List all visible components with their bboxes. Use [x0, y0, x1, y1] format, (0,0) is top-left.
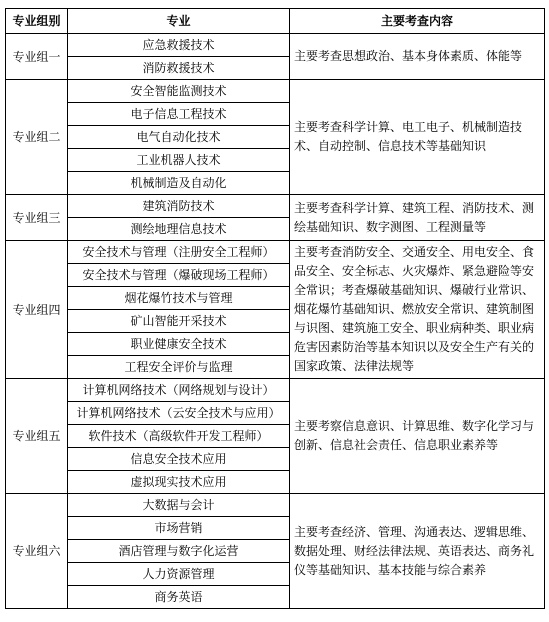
- group-name: 专业组六: [6, 494, 68, 609]
- group-name: 专业组三: [6, 195, 68, 241]
- major-cell: 虚拟现实技术应用: [68, 471, 290, 494]
- major-cell: 安全智能监测技术: [68, 80, 290, 103]
- major-cell: 建筑消防技术: [68, 195, 290, 218]
- header-group: 专业组别: [6, 9, 68, 34]
- major-cell: 信息安全技术应用: [68, 448, 290, 471]
- major-cell: 人力资源管理: [68, 563, 290, 586]
- major-cell: 计算机网络技术（云安全技术与应用）: [68, 402, 290, 425]
- table-row: [6, 494, 545, 517]
- major-cell: 市场营销: [68, 517, 290, 540]
- major-cell: 电气自动化技术: [68, 126, 290, 149]
- exam-content: 主要考查科学计算、建筑工程、消防技术、测绘基础知识、数字测图、工程测量等: [290, 195, 545, 241]
- exam-content: 主要考查科学计算、电工电子、机械制造技术、自动控制、信息技术等基础知识: [290, 80, 545, 195]
- table-row: [6, 80, 545, 103]
- table-row: [6, 241, 545, 264]
- major-cell: 烟花爆竹技术与管理: [68, 287, 290, 310]
- exam-content: 主要考查消防安全、交通安全、用电安全、食品安全、安全标志、火灾爆炸、紧急避险等安全常识；考查爆破基础知识、爆破行业常识、烟花爆竹基础知识、燃放安全常识、建筑制图与识图、建筑施工安全、职业病种类、职业病危害因素防治等基本知识以及安全生产有关的国家政策、法律法规等: [290, 241, 545, 379]
- major-cell: 计算机网络技术（网络规划与设计）: [68, 379, 290, 402]
- group-name: 专业组四: [6, 241, 68, 379]
- group-name: 专业组一: [6, 34, 68, 80]
- group-name: 专业组二: [6, 80, 68, 195]
- major-cell: 工程安全评价与监理: [68, 356, 290, 379]
- major-cell: 测绘地理信息技术: [68, 218, 290, 241]
- major-group-table: [5, 8, 545, 609]
- major-cell: 商务英语: [68, 586, 290, 609]
- exam-content: 主要考查思想政治、基本身体素质、体能等: [290, 34, 545, 80]
- major-cell: 应急救援技术: [68, 34, 290, 57]
- header-content: 主要考查内容: [290, 9, 545, 34]
- exam-content: 主要考查经济、管理、沟通表达、逻辑思维、数据处理、财经法律法规、英语表达、商务礼仪等基础知识、基本技能与综合素养: [290, 494, 545, 609]
- major-cell: 消防救援技术: [68, 57, 290, 80]
- major-cell: 酒店管理与数字化运营: [68, 540, 290, 563]
- major-cell: 软件技术（高级软件开发工程师）: [68, 425, 290, 448]
- major-cell: 工业机器人技术: [68, 149, 290, 172]
- header-row: [6, 9, 545, 34]
- exam-content: 主要考察信息意识、计算思维、数字化学习与创新、信息社会责任、信息职业素养等: [290, 379, 545, 494]
- table-body: [6, 34, 545, 609]
- header-major: 专业: [68, 9, 290, 34]
- major-cell: 职业健康安全技术: [68, 333, 290, 356]
- major-cell: 安全技术与管理（爆破现场工程师）: [68, 264, 290, 287]
- table-row: [6, 195, 545, 218]
- group-name: 专业组五: [6, 379, 68, 494]
- table-row: [6, 34, 545, 57]
- table-row: [6, 379, 545, 402]
- major-cell: 机械制造及自动化: [68, 172, 290, 195]
- major-cell: 安全技术与管理（注册安全工程师）: [68, 241, 290, 264]
- major-cell: 电子信息工程技术: [68, 103, 290, 126]
- major-cell: 大数据与会计: [68, 494, 290, 517]
- major-cell: 矿山智能开采技术: [68, 310, 290, 333]
